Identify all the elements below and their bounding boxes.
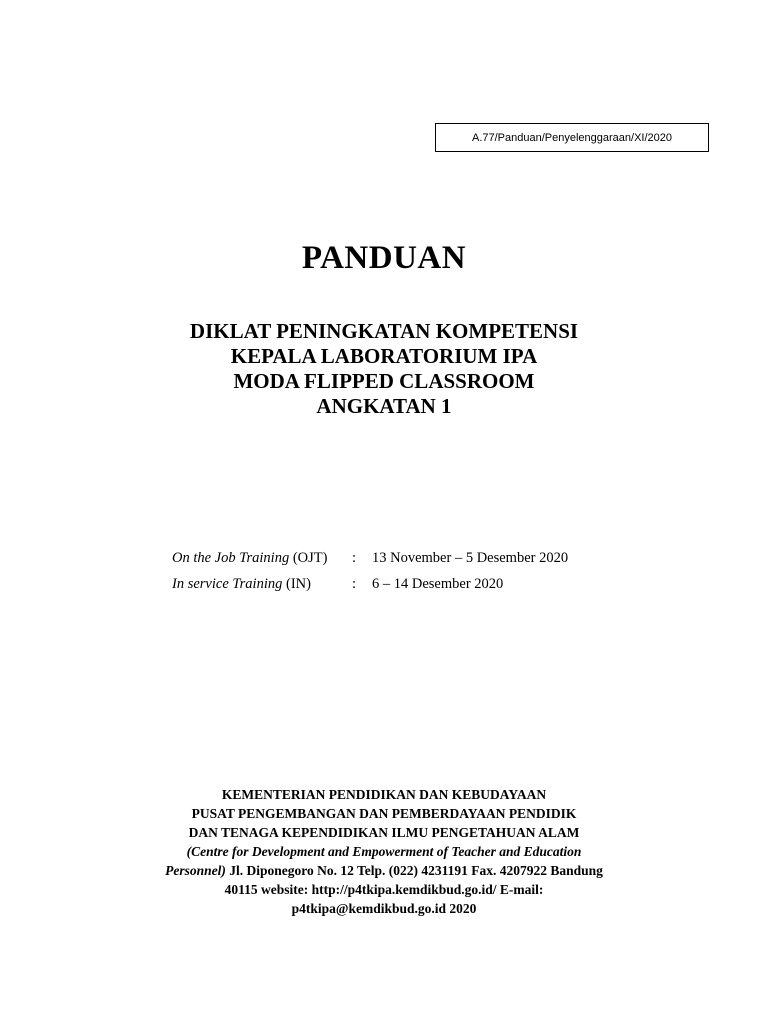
schedule-separator: :	[352, 576, 357, 592]
schedule-label-italic: On the Job Training	[172, 550, 290, 566]
subtitle-line: KEPALA LABORATORIUM IPA	[230, 344, 538, 368]
footer-address	[118, 861, 650, 880]
footer-address-text: Jl. Diponegoro No. 12 Telp. (022) 4231191 Fax. 4207922 Bandung	[225, 863, 603, 878]
footer-center: PUSAT PENGEMBANGAN DAN PEMBERDAYAAN PENDIDIK	[191, 806, 577, 821]
subtitle-line: ANGKATAN 1	[316, 394, 452, 418]
schedule-row-in	[172, 571, 568, 597]
document-subtitle	[0, 319, 768, 419]
schedule-row-ojt	[172, 545, 568, 571]
schedule-label	[172, 545, 352, 571]
footer-center-cont: DAN TENAGA KEPENDIDIKAN ILMU PENGETAHUAN ALAM	[188, 825, 580, 840]
document-title: PANDUAN	[301, 240, 467, 276]
schedule-label-abbr: (OJT)	[289, 550, 328, 566]
footer-website: 40115 website: http://p4tkipa.kemdikbud.go.id/ E-mail:	[224, 882, 544, 897]
schedule-value: 6 – 14 Desember 2020	[372, 576, 504, 592]
schedule-separator: :	[352, 550, 357, 566]
document-code: A.77/Panduan/Penyelenggaraan/XI/2020	[472, 131, 672, 144]
subtitle-line: MODA FLIPPED CLASSROOM	[233, 369, 535, 393]
footer-english-name-end: Personnel)	[165, 863, 226, 878]
schedule-label	[172, 571, 352, 597]
training-schedule	[172, 545, 568, 597]
footer-email: p4tkipa@kemdikbud.go.id 2020	[291, 901, 477, 916]
footer-english-name: (Centre for Development and Empowerment of Teacher and Education	[186, 844, 582, 859]
schedule-value: 13 November – 5 Desember 2020	[372, 550, 569, 566]
document-code-box	[435, 123, 709, 152]
schedule-label-italic: In service Training	[172, 576, 283, 592]
subtitle-line: DIKLAT PENINGKATAN KOMPETENSI	[189, 319, 579, 343]
schedule-label-abbr: (IN)	[282, 576, 311, 592]
institution-footer	[118, 785, 650, 918]
footer-ministry: KEMENTERIAN PENDIDIKAN DAN KEBUDAYAAN	[221, 787, 547, 802]
